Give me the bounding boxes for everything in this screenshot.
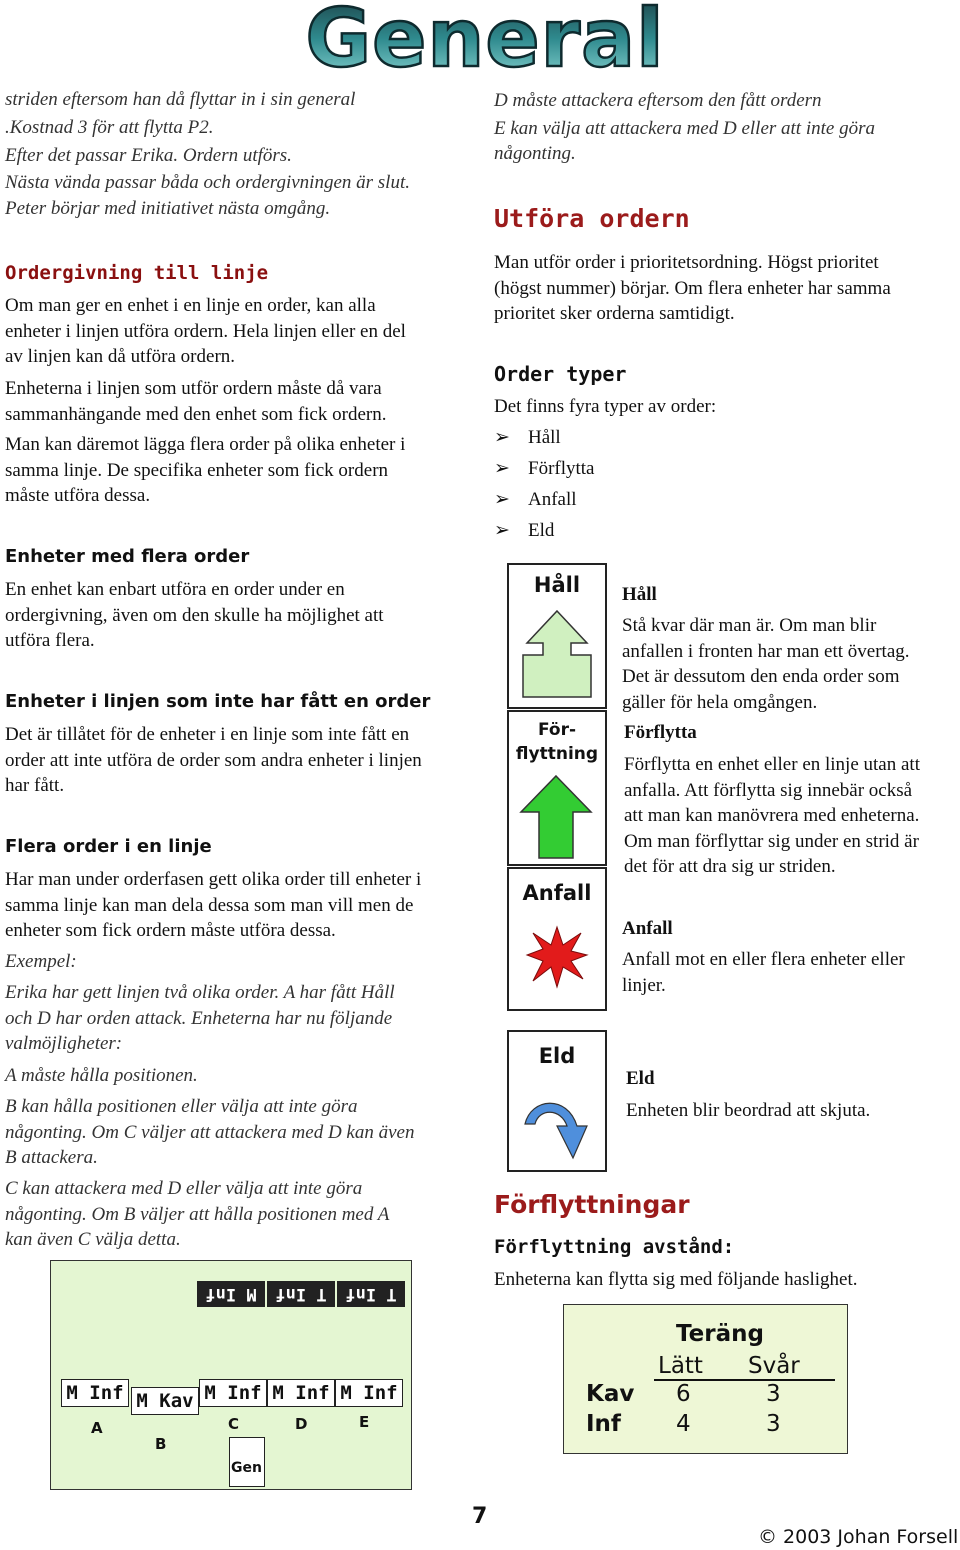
section-heading-flera-order: Enheter med flera order — [5, 546, 250, 567]
example-paragraph — [5, 980, 395, 1057]
text-line: det för att dra sig ur striden. — [624, 856, 836, 877]
paragraph — [5, 722, 422, 799]
section-heading-ordergivning: Ordergivning till linje — [5, 262, 269, 284]
text-line: B attackera. — [5, 1147, 98, 1168]
card-label: Eld — [538, 1044, 576, 1068]
copyright: © 2003 Johan Forsell — [758, 1526, 959, 1548]
unit-label: A — [91, 1419, 103, 1437]
unit-e: M Inf — [335, 1379, 403, 1407]
unit-label: C — [228, 1415, 240, 1433]
svg-text:General: General — [305, 0, 665, 78]
section-heading-utfora: Utföra ordern — [494, 204, 690, 233]
text-line: linjer. — [622, 974, 666, 996]
unit-b: M Kav — [131, 1387, 199, 1415]
unit-diagram — [50, 1260, 412, 1490]
intro-text — [5, 86, 410, 222]
card-label: Anfall — [522, 881, 592, 905]
row-label: Inf — [586, 1411, 621, 1437]
text-line: samma linje. De specifika enheter som fick ordern — [5, 459, 389, 481]
text-line: sammanhängande med den enhet som fick ordern. — [5, 403, 387, 425]
desc-title-anfall: Anfall — [622, 918, 673, 939]
curved-arrow-icon — [521, 1092, 595, 1162]
list-item: ➢ Anfall — [494, 484, 595, 515]
text-line: Om man ger en enhet i en linje en order, kan alla — [5, 295, 376, 316]
text-line: Enheterna i linjen som utför ordern måste då vara — [5, 378, 382, 399]
card-label: flyttning — [515, 744, 599, 764]
text-line: att man kan manövrera med enheterna. — [624, 805, 920, 826]
text-line: anfalla. Att förflytta sig innebär också — [624, 779, 913, 801]
movement-text: Enheterna kan flytta sig med följande haslighet. — [494, 1269, 858, 1290]
header-title — [300, 0, 670, 78]
paragraph — [5, 577, 384, 654]
text-line: någonting. Om B väljer att hålla positionen med A — [5, 1203, 390, 1225]
example-paragraph — [5, 1176, 389, 1253]
text-line: Det är tillåtet för de enheter i en linje som inte fått en — [5, 724, 410, 745]
desc-title-hall: Håll — [622, 584, 657, 605]
house-arrow-icon — [521, 609, 593, 699]
text-line: En enhet kan enbart utföra en order under en — [5, 579, 345, 600]
table-cell: 6 — [676, 1381, 691, 1407]
text-line: Har man under orderfasen gett olika order till enheter i — [5, 869, 422, 890]
section-heading-order-typer: Order typer — [494, 362, 627, 386]
example-label: Exempel: — [5, 951, 77, 972]
text-line: (högst nummer) börjar. Om flera enheter har samma — [494, 277, 891, 299]
arrowhead-bullet-icon: ➢ — [494, 427, 510, 448]
right-top-text — [494, 86, 875, 165]
list-item: ➢ Håll — [494, 422, 595, 453]
text-line: Enheten blir beordrad att skjuta. — [626, 1100, 871, 1121]
up-arrow-icon — [519, 774, 593, 860]
intro-line: striden eftersom han då flyttar in i sin general — [5, 89, 356, 110]
unit-label: D — [295, 1415, 308, 1433]
subheading-avstand: Förflyttning avstånd: — [494, 1236, 735, 1258]
arrowhead-bullet-icon: ➢ — [494, 489, 510, 510]
text-line: kan även C välja detta. — [5, 1229, 181, 1250]
enemy-unit: M Inf — [197, 1281, 265, 1307]
paragraph — [5, 432, 405, 509]
example-paragraph — [5, 1094, 414, 1171]
order-card-eld — [507, 1030, 607, 1172]
table-header: Svår — [748, 1353, 800, 1379]
text-line: Anfall mot en eller flera enheter eller — [622, 949, 905, 970]
text-line: prioritet sker orderna samtidigt. — [494, 303, 735, 324]
card-label: För- — [537, 720, 577, 740]
text-line: ordergivning, även om den skulle ha möjlighet att — [5, 604, 384, 626]
text-line: E kan välja att attackera med D eller att inte göra — [494, 118, 875, 139]
table-title: Teräng — [676, 1321, 764, 1347]
table-cell: 3 — [766, 1381, 781, 1407]
page-number: 7 — [472, 1504, 488, 1529]
text-line: Man utför order i prioritetsordning. Högst prioritet — [494, 252, 879, 273]
list-item: ➢ Eld — [494, 515, 595, 546]
text-line: D måste attackera eftersom den fått ordern — [494, 90, 822, 111]
text-line: någonting. — [494, 143, 576, 164]
text-line: måste utföra dessa. — [5, 485, 151, 506]
intro-line: Efter det passar Erika. Ordern utförs. — [5, 145, 292, 166]
paragraph — [5, 293, 406, 370]
section-heading-ej-order: Enheter i linjen som inte har fått en order — [5, 691, 431, 712]
table-cell: 3 — [766, 1411, 781, 1437]
intro-line: Nästa vända passar båda och ordergivningen är slut. — [5, 172, 410, 193]
text-line: Om man förflyttar sig under en strid är — [624, 830, 919, 852]
text-line: valmöjligheter: — [5, 1033, 123, 1054]
table-header: Lätt — [658, 1353, 703, 1379]
text-line: anfallen i fronten har man ett övertag. — [622, 640, 910, 662]
paragraph — [5, 867, 421, 944]
list-item: ➢ Förflytta — [494, 453, 595, 484]
text-line: enheter i linjen utföra ordern. Hela linjen eller en del — [5, 320, 406, 342]
text-line: utföra flera. — [5, 630, 95, 651]
desc-title-eld: Eld — [626, 1068, 655, 1089]
desc-forflytta — [624, 752, 920, 880]
paragraph — [5, 376, 386, 427]
general-label: Gen — [231, 1460, 262, 1476]
arrowhead-bullet-icon: ➢ — [494, 520, 510, 541]
order-types-intro: Det finns fyra typer av order: — [494, 396, 717, 417]
order-card-hall — [507, 563, 607, 709]
unit-label: B — [155, 1435, 167, 1453]
order-type-list — [494, 422, 595, 546]
text-line: samma linje kan man dela dessa som man vill men de — [5, 894, 414, 916]
text-line: och D har orden attack. Enheterna har nu följande — [5, 1007, 393, 1029]
text-line: har fått. — [5, 775, 65, 796]
intro-line: .Kostnad 3 för att flytta P2. — [5, 117, 214, 138]
text-line: av linjen kan då utföra ordern. — [5, 346, 236, 367]
unit-label: E — [359, 1413, 370, 1431]
text-line: order att inte utföra de order som andra enheter i linjen — [5, 749, 422, 771]
text-line: C kan attackera med D eller välja att inte göra — [5, 1178, 363, 1199]
paragraph — [494, 250, 891, 327]
intro-line: Peter börjar med initiativet nästa omgång. — [5, 198, 331, 219]
general-unit — [229, 1437, 265, 1487]
order-card-forflyttning — [507, 710, 607, 866]
text-line: Förflytta en enhet eller en linje utan att — [624, 754, 920, 775]
section-heading-forflyttningar: Förflyttningar — [494, 1190, 690, 1219]
unit-d: M Inf — [267, 1379, 335, 1407]
desc-eld — [626, 1098, 870, 1124]
desc-title-forflytta: Förflytta — [624, 722, 697, 743]
text-line: B kan hålla positionen eller välja att inte göra — [5, 1096, 358, 1117]
arrowhead-bullet-icon: ➢ — [494, 458, 510, 479]
text-line: Det är dessutom den enda order som — [622, 666, 900, 687]
enemy-unit: T Inf — [267, 1281, 335, 1307]
desc-hall — [622, 613, 910, 715]
unit-a: M Inf — [61, 1379, 129, 1407]
text-line: någonting. Om C väljer att attackera med D kan även — [5, 1121, 415, 1143]
text-line: Erika har gett linjen två olika order. A har fått Håll — [5, 982, 395, 1003]
enemy-unit: T Inf — [337, 1281, 405, 1307]
card-label: Håll — [533, 573, 581, 597]
text-line: Man kan däremot lägga flera order på olika enheter i — [5, 434, 406, 455]
text-line: gäller för hela omgången. — [622, 691, 818, 713]
text-line: A måste hålla positionen. — [5, 1065, 198, 1086]
table-cell: 4 — [676, 1411, 691, 1437]
explosion-icon — [525, 925, 589, 989]
desc-anfall — [622, 947, 905, 998]
row-label: Kav — [586, 1381, 635, 1407]
text-line: enheter som fick ordern måste utföra dessa. — [5, 920, 336, 941]
text-line: Stå kvar där man är. Om man blir — [622, 615, 877, 636]
section-heading-flera-order-linje: Flera order i en linje — [5, 836, 212, 857]
unit-c: M Inf — [199, 1379, 267, 1407]
order-card-anfall — [507, 867, 607, 1011]
speed-table — [563, 1304, 848, 1454]
example-paragraph — [5, 1063, 198, 1089]
